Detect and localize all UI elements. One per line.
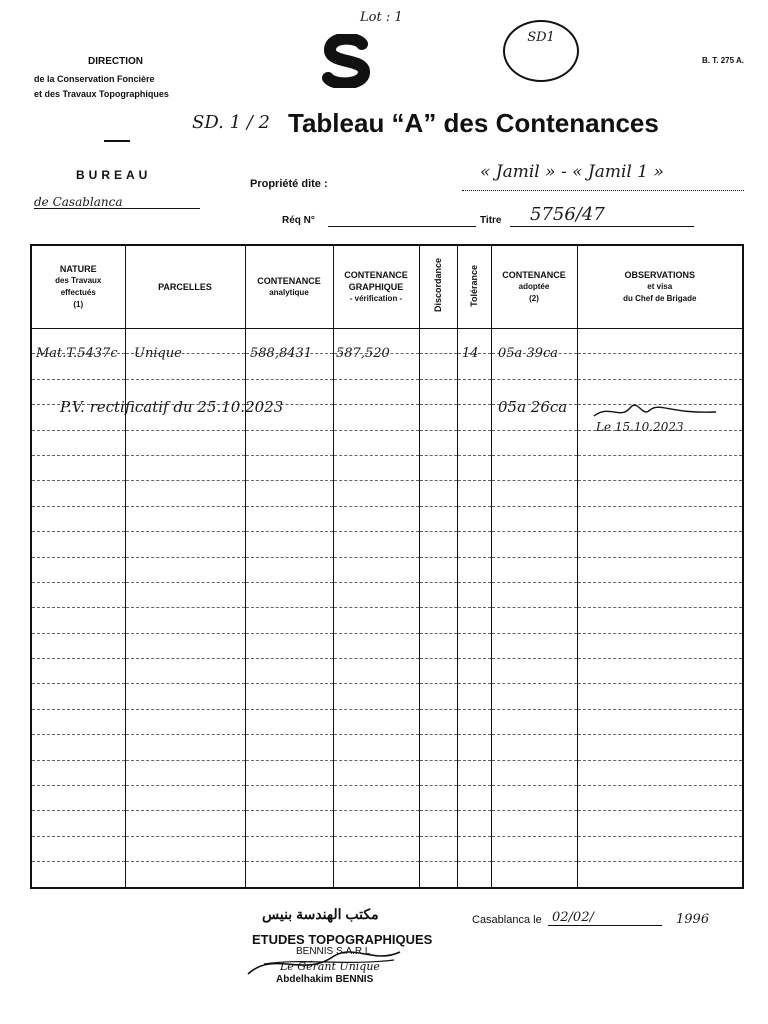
table-cell bbox=[491, 455, 577, 480]
stamp-role: Le Gérant Unique bbox=[280, 960, 380, 973]
table-cell bbox=[333, 582, 419, 607]
table-row bbox=[31, 582, 743, 607]
table-row bbox=[31, 836, 743, 861]
header-observations-l1: OBSERVATIONS bbox=[624, 270, 695, 280]
lot-note: Lot : 1 bbox=[360, 10, 403, 25]
table-cell bbox=[245, 786, 333, 811]
table-cell bbox=[577, 557, 743, 582]
table-cell bbox=[419, 684, 457, 709]
table-cell bbox=[457, 735, 491, 760]
table-cell bbox=[333, 608, 419, 633]
entry2-text: P.V. rectificatif du 25.10.2023 bbox=[60, 398, 284, 416]
table-cell bbox=[457, 811, 491, 836]
table-cell bbox=[577, 786, 743, 811]
table-cell bbox=[31, 430, 125, 455]
header-analytique-l1: CONTENANCE bbox=[257, 276, 321, 286]
header-adoptee-l1: CONTENANCE bbox=[502, 270, 566, 280]
table-cell bbox=[125, 532, 245, 557]
table-cell bbox=[31, 709, 125, 734]
table-cell bbox=[457, 455, 491, 480]
table-cell bbox=[31, 532, 125, 557]
header-graphique-l2: GRAPHIQUE bbox=[348, 282, 404, 292]
table-cell bbox=[457, 862, 491, 888]
table-cell bbox=[245, 760, 333, 785]
table-cell bbox=[577, 811, 743, 836]
table-cell bbox=[125, 430, 245, 455]
table-cell bbox=[125, 811, 245, 836]
table-cell bbox=[419, 430, 457, 455]
header-observations-l2: et visa bbox=[647, 282, 673, 291]
bureau-underline bbox=[34, 208, 200, 209]
entry1-tolerance: 14 bbox=[462, 346, 479, 361]
table-row bbox=[31, 557, 743, 582]
table-cell bbox=[457, 684, 491, 709]
table-cell bbox=[577, 481, 743, 506]
table-cell bbox=[577, 455, 743, 480]
entry2-adoptee: 05a 26ca bbox=[498, 398, 568, 416]
table-cell bbox=[333, 532, 419, 557]
table-cell bbox=[333, 430, 419, 455]
table-cell bbox=[577, 709, 743, 734]
table-cell bbox=[333, 506, 419, 531]
table-cell bbox=[419, 709, 457, 734]
header-parcelles-l1: PARCELLES bbox=[158, 282, 212, 292]
table-row bbox=[31, 659, 743, 684]
entry2-observation: Le 15.10.2023 bbox=[596, 420, 684, 434]
table-cell bbox=[491, 430, 577, 455]
bureau-value: de Casablanca bbox=[34, 195, 123, 209]
table-cell bbox=[333, 481, 419, 506]
table-cell bbox=[333, 557, 419, 582]
header-discordance bbox=[419, 245, 457, 329]
circle-stamp bbox=[503, 20, 579, 82]
table-cell bbox=[245, 532, 333, 557]
header-parcelles bbox=[125, 245, 245, 329]
table-cell bbox=[491, 557, 577, 582]
table-cell bbox=[31, 557, 125, 582]
bureau-label: BUREAU bbox=[76, 168, 152, 182]
table-cell bbox=[31, 608, 125, 633]
table-cell bbox=[333, 709, 419, 734]
table-cell bbox=[31, 582, 125, 607]
table-row bbox=[31, 506, 743, 531]
table-cell bbox=[419, 532, 457, 557]
table-cell bbox=[419, 557, 457, 582]
table-cell bbox=[125, 735, 245, 760]
entry1-analytique: 588,8431 bbox=[250, 346, 313, 361]
table-cell bbox=[31, 862, 125, 888]
table-cell bbox=[31, 506, 125, 531]
table-cell bbox=[419, 481, 457, 506]
header-tolerance-label: Tolérance bbox=[469, 264, 479, 307]
table-cell bbox=[457, 379, 491, 404]
table-cell bbox=[491, 760, 577, 785]
table-cell bbox=[491, 532, 577, 557]
header-nature-l4: (1) bbox=[73, 300, 84, 309]
table-cell bbox=[491, 735, 577, 760]
date-value: 02/02/ bbox=[552, 910, 594, 925]
table-cell bbox=[419, 836, 457, 861]
table-cell bbox=[419, 354, 457, 379]
header-contenance-analytique bbox=[245, 245, 333, 329]
table-row bbox=[31, 709, 743, 734]
table-cell bbox=[419, 735, 457, 760]
table-cell bbox=[125, 481, 245, 506]
header-nature-l1: NATURE bbox=[59, 264, 97, 274]
table-cell bbox=[245, 709, 333, 734]
header-nature bbox=[31, 245, 125, 329]
table-cell bbox=[577, 659, 743, 684]
entry1-adoptee: 05a 39ca bbox=[498, 346, 558, 361]
table-row bbox=[31, 455, 743, 480]
table-cell bbox=[577, 329, 743, 354]
table-cell bbox=[245, 481, 333, 506]
table-cell bbox=[31, 684, 125, 709]
date-underline bbox=[548, 925, 662, 926]
entry1-graphique: 587,520 bbox=[336, 346, 390, 361]
propriete-value: « Jamil » - « Jamil 1 » bbox=[480, 162, 664, 182]
table-cell bbox=[419, 633, 457, 658]
table-cell bbox=[333, 633, 419, 658]
table-cell bbox=[577, 862, 743, 888]
table-cell bbox=[245, 557, 333, 582]
table-cell bbox=[333, 760, 419, 785]
table-cell bbox=[457, 760, 491, 785]
table-cell bbox=[491, 659, 577, 684]
table-cell bbox=[457, 836, 491, 861]
table-cell bbox=[457, 709, 491, 734]
table-cell bbox=[31, 455, 125, 480]
table-cell bbox=[457, 506, 491, 531]
table-cell bbox=[577, 684, 743, 709]
header-analytique-l2: analytique bbox=[269, 288, 309, 297]
table-cell bbox=[419, 379, 457, 404]
table-cell bbox=[31, 760, 125, 785]
table-cell bbox=[333, 405, 419, 430]
reference-code: B. T. 275 A. bbox=[702, 56, 744, 65]
requisition-underline bbox=[328, 226, 476, 227]
table-cell bbox=[31, 481, 125, 506]
entry1-parcelle: Unique bbox=[134, 346, 182, 361]
propriete-underline bbox=[462, 190, 744, 191]
table-cell bbox=[577, 582, 743, 607]
table-cell bbox=[245, 659, 333, 684]
stamp-company: ETUDES TOPOGRAPHIQUES bbox=[252, 932, 433, 947]
table-cell bbox=[577, 506, 743, 531]
table-cell bbox=[457, 532, 491, 557]
direction-line-2: et des Travaux Topographiques bbox=[34, 89, 169, 99]
table-cell bbox=[491, 709, 577, 734]
table-cell bbox=[125, 633, 245, 658]
table-cell bbox=[245, 811, 333, 836]
table-cell bbox=[419, 659, 457, 684]
table-cell bbox=[333, 659, 419, 684]
table-cell bbox=[491, 811, 577, 836]
table-cell bbox=[419, 329, 457, 354]
table-cell bbox=[245, 735, 333, 760]
header-nature-l3: effectués bbox=[60, 288, 96, 297]
table-cell bbox=[577, 836, 743, 861]
table-cell bbox=[245, 862, 333, 888]
table-cell bbox=[457, 786, 491, 811]
table-cell bbox=[419, 760, 457, 785]
table-cell bbox=[491, 836, 577, 861]
header-tolerance bbox=[457, 245, 491, 329]
table-cell bbox=[333, 811, 419, 836]
table-cell bbox=[125, 786, 245, 811]
header-adoptee-l3: (2) bbox=[529, 294, 539, 303]
table-cell bbox=[419, 455, 457, 480]
table-cell bbox=[125, 659, 245, 684]
table-cell bbox=[491, 633, 577, 658]
requisition-label: Réq N° bbox=[282, 215, 315, 226]
contenances-table bbox=[30, 244, 744, 889]
entry1-nature: Mat.T.5437c bbox=[36, 346, 118, 361]
table-cell bbox=[245, 506, 333, 531]
header-contenance-adoptee bbox=[491, 245, 577, 329]
table-row bbox=[31, 735, 743, 760]
table-cell bbox=[125, 684, 245, 709]
table-cell bbox=[577, 532, 743, 557]
header-graphique-l3: - vérification - bbox=[349, 294, 403, 303]
table-cell bbox=[125, 836, 245, 861]
table-cell bbox=[245, 455, 333, 480]
table-cell bbox=[31, 836, 125, 861]
table-cell bbox=[333, 684, 419, 709]
chef-brigade-signature-icon bbox=[590, 394, 720, 424]
table-row bbox=[31, 760, 743, 785]
table-cell bbox=[457, 608, 491, 633]
table-cell bbox=[491, 506, 577, 531]
table-row bbox=[31, 786, 743, 811]
table-cell bbox=[125, 608, 245, 633]
table-cell bbox=[125, 506, 245, 531]
table-cell bbox=[457, 481, 491, 506]
table-cell bbox=[457, 405, 491, 430]
table-cell bbox=[333, 862, 419, 888]
header-adoptee-l2: adoptée bbox=[518, 282, 550, 291]
page-title: Tableau “A” des Contenances bbox=[288, 108, 659, 138]
table-cell bbox=[419, 608, 457, 633]
header-nature-l2: des Travaux bbox=[55, 276, 102, 285]
header-discordance-label: Discordance bbox=[433, 258, 443, 313]
gerant-signature-icon bbox=[244, 944, 404, 980]
table-cell bbox=[419, 786, 457, 811]
table-cell bbox=[245, 430, 333, 455]
header-graphique-l1: CONTENANCE bbox=[344, 270, 408, 280]
table-cell bbox=[491, 582, 577, 607]
table-cell bbox=[457, 659, 491, 684]
table-cell bbox=[333, 379, 419, 404]
divider-dash bbox=[104, 140, 130, 142]
table-cell bbox=[457, 557, 491, 582]
direction-title: DIRECTION bbox=[88, 56, 143, 67]
stamp-company-sub: BENNIS S.A.R.L bbox=[296, 946, 371, 957]
table-cell bbox=[333, 455, 419, 480]
table-cell bbox=[419, 862, 457, 888]
table-cell bbox=[245, 836, 333, 861]
table-cell bbox=[457, 633, 491, 658]
table-cell bbox=[125, 862, 245, 888]
table-cell bbox=[491, 786, 577, 811]
titre-label: Titre bbox=[480, 215, 502, 226]
table-row bbox=[31, 633, 743, 658]
table-cell bbox=[491, 608, 577, 633]
table-cell bbox=[491, 862, 577, 888]
propriete-label: Propriété dite : bbox=[250, 178, 328, 190]
circle-stamp-text: SD1 bbox=[527, 30, 555, 45]
stamp-person: Abdelhakim BENNIS bbox=[276, 974, 374, 985]
table-row bbox=[31, 811, 743, 836]
year-value: 1996 bbox=[676, 912, 710, 927]
table-cell bbox=[245, 633, 333, 658]
table-cell bbox=[31, 735, 125, 760]
s-logo-icon bbox=[322, 34, 372, 88]
table-row bbox=[31, 532, 743, 557]
table-cell bbox=[31, 786, 125, 811]
table-cell bbox=[419, 811, 457, 836]
table-cell bbox=[577, 735, 743, 760]
table-cell bbox=[245, 684, 333, 709]
table-cell bbox=[491, 684, 577, 709]
table-cell bbox=[245, 608, 333, 633]
table-row bbox=[31, 481, 743, 506]
table-cell bbox=[125, 709, 245, 734]
table-header-row bbox=[31, 245, 743, 329]
table-cell bbox=[457, 430, 491, 455]
table-cell bbox=[577, 608, 743, 633]
table-cell bbox=[419, 405, 457, 430]
header-contenance-graphique bbox=[333, 245, 419, 329]
table-cell bbox=[31, 633, 125, 658]
table-cell bbox=[419, 582, 457, 607]
table-row bbox=[31, 608, 743, 633]
direction-line-1: de la Conservation Foncière bbox=[34, 74, 155, 84]
table-cell bbox=[333, 836, 419, 861]
table-cell bbox=[333, 735, 419, 760]
table-row bbox=[31, 684, 743, 709]
city-label: Casablanca le bbox=[472, 914, 542, 926]
table-cell bbox=[31, 659, 125, 684]
table-cell bbox=[491, 481, 577, 506]
table-cell bbox=[125, 582, 245, 607]
table-cell bbox=[333, 786, 419, 811]
table-cell bbox=[125, 760, 245, 785]
table-cell bbox=[125, 455, 245, 480]
table-cell bbox=[419, 506, 457, 531]
table-cell bbox=[245, 582, 333, 607]
arabic-stamp-text: مكتب الهندسة بنيس bbox=[262, 906, 379, 922]
titre-value: 5756/47 bbox=[530, 204, 605, 225]
table-cell bbox=[577, 760, 743, 785]
header-observations bbox=[577, 245, 743, 329]
sd-fraction-note: SD. 1 / 2 bbox=[192, 112, 270, 133]
table-cell bbox=[577, 633, 743, 658]
table-cell bbox=[577, 354, 743, 379]
header-observations-l3: du Chef de Brigade bbox=[623, 294, 697, 303]
table-cell bbox=[457, 582, 491, 607]
titre-underline bbox=[510, 226, 694, 227]
table-cell bbox=[31, 811, 125, 836]
table-cell bbox=[125, 557, 245, 582]
table-row bbox=[31, 862, 743, 888]
